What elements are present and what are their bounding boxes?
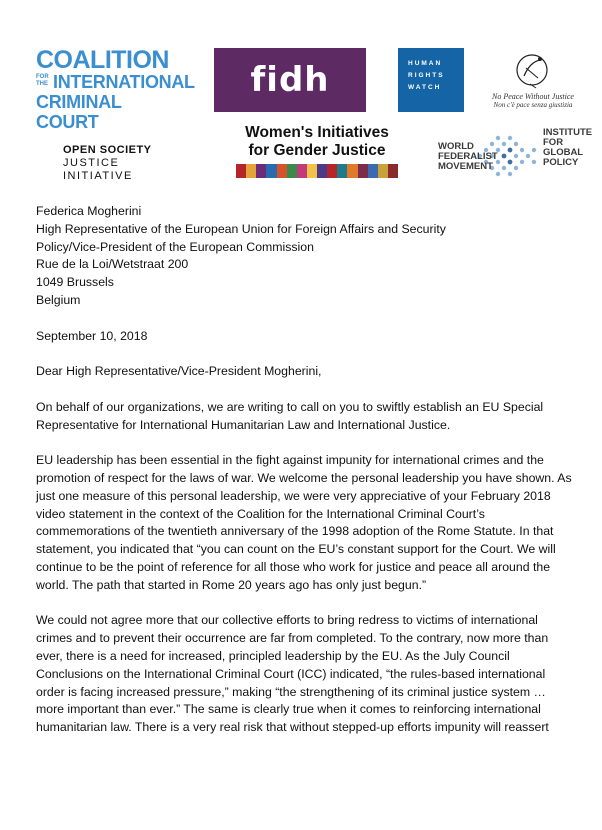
wigj-line1: Women's Initiatives xyxy=(245,124,389,141)
hrw-line: RIGHTS xyxy=(408,72,445,79)
hrw-line: HUMAN xyxy=(408,60,443,67)
wigj-line2: for Gender Justice xyxy=(248,142,386,159)
cicc-line3: CRIMINAL COURT xyxy=(36,92,122,132)
paragraph-line: promotion of respect for the laws of war. We welcome the personal leadership you have shown. As xyxy=(36,470,572,485)
paragraph-line: statement, you indicated that “you can count on the EU’s constant support for the Court. We will xyxy=(36,542,556,557)
paragraph-line: crimes and to prevent their occurrence are far from completed. To the contrary, now more than xyxy=(36,631,549,646)
hrw-logo xyxy=(398,48,464,112)
hrw-line: WATCH xyxy=(408,84,442,91)
cicc-line2: INTERNATIONAL xyxy=(53,72,195,92)
fidh-logo xyxy=(214,48,366,112)
paragraph-line: humanitarian law. There is a very real risk that without stepped-up efforts impunity will reassert xyxy=(36,720,549,735)
wigj-logo xyxy=(232,124,402,182)
igp-line3: POLICY xyxy=(543,157,579,168)
cicc-logo xyxy=(36,46,195,132)
wfm-igp-logo xyxy=(438,127,593,182)
paragraph-line: We could not agree more that our collective efforts to bring redress to victims of international xyxy=(36,613,538,628)
fidh-text: fidh xyxy=(250,60,330,100)
cicc-line1: COALITION xyxy=(36,46,169,74)
address-line: 1049 Brussels xyxy=(36,275,114,290)
paragraph-line: EU leadership has been essential in the fight against impunity for international crimes and the xyxy=(36,453,544,468)
letter-body xyxy=(36,203,576,737)
paragraph-line: just one measure of this personal leadership, we were very appreciative of your February 2018 xyxy=(36,488,551,503)
igp-text xyxy=(543,128,592,168)
npwj-line2: Non c'è pace senza giustizia xyxy=(493,101,573,109)
address-line: High Representative of the European Union for Foreign Affairs and Security xyxy=(36,221,446,236)
salutation: Dear High Representative/Vice-President Mogherini, xyxy=(36,364,322,379)
osji-line2: JUSTICE INITIATIVE xyxy=(63,157,133,182)
wigj-color-strip xyxy=(236,164,398,178)
paragraph-line: Representative for International Humanitarian Law and International Justice. xyxy=(36,417,451,432)
paragraph-line: ever, there is a need for increased, principled leadership by the EU. As the July Council xyxy=(36,648,510,663)
npwj-emblem-icon xyxy=(510,48,556,92)
osji-logo xyxy=(63,144,193,182)
wfm-line2: FEDERALIST xyxy=(438,151,498,162)
osji-line1: OPEN SOCIETY xyxy=(63,144,152,156)
address-line: Policy/Vice-President of the European Commission xyxy=(36,239,314,254)
paragraph-line: continue to be the point of reference for all those who work for justice and peace all around the xyxy=(36,559,551,574)
igp-line2: FOR GLOBAL xyxy=(543,137,584,158)
npwj-logo xyxy=(478,48,588,114)
wfm-line1: WORLD xyxy=(438,141,474,152)
letter-date: September 10, 2018 xyxy=(36,328,148,343)
paragraph-line: more important than ever.” The same is clearly true when it comes to reinforcing international xyxy=(36,702,541,717)
paragraph-line: On behalf of our organizations, we are writing to call on you to swiftly establish an EU Special xyxy=(36,399,544,414)
paragraph-line: order is facing increased pressure,” making “the strengthening of its criminal justice system … xyxy=(36,684,546,699)
npwj-line1: No Peace Without Justice xyxy=(492,92,574,101)
wfm-text xyxy=(438,142,498,172)
paragraph-line: Conclusions on the International Criminal Court (ICC) indicated, “the rules-based international xyxy=(36,666,546,681)
wfm-line3: MOVEMENT xyxy=(438,161,493,172)
igp-line1: INSTITUTE xyxy=(543,127,593,138)
address-line: Federica Mogherini xyxy=(36,204,142,218)
paragraph-line: world. The path that started in Rome 20 years ago has only just begun.” xyxy=(36,577,427,592)
address-line: Rue de la Loi/Wetstraat 200 xyxy=(36,257,189,272)
paragraph-line: commemorations of the twentieth anniversary of the 1998 adoption of the Rome Statute. In that xyxy=(36,524,554,539)
paragraph-line: video statement in the context of the Coalition for the International Criminal Court’s xyxy=(36,506,485,521)
cicc-for-the: FOR THE xyxy=(36,74,49,87)
address-line: Belgium xyxy=(36,292,81,307)
